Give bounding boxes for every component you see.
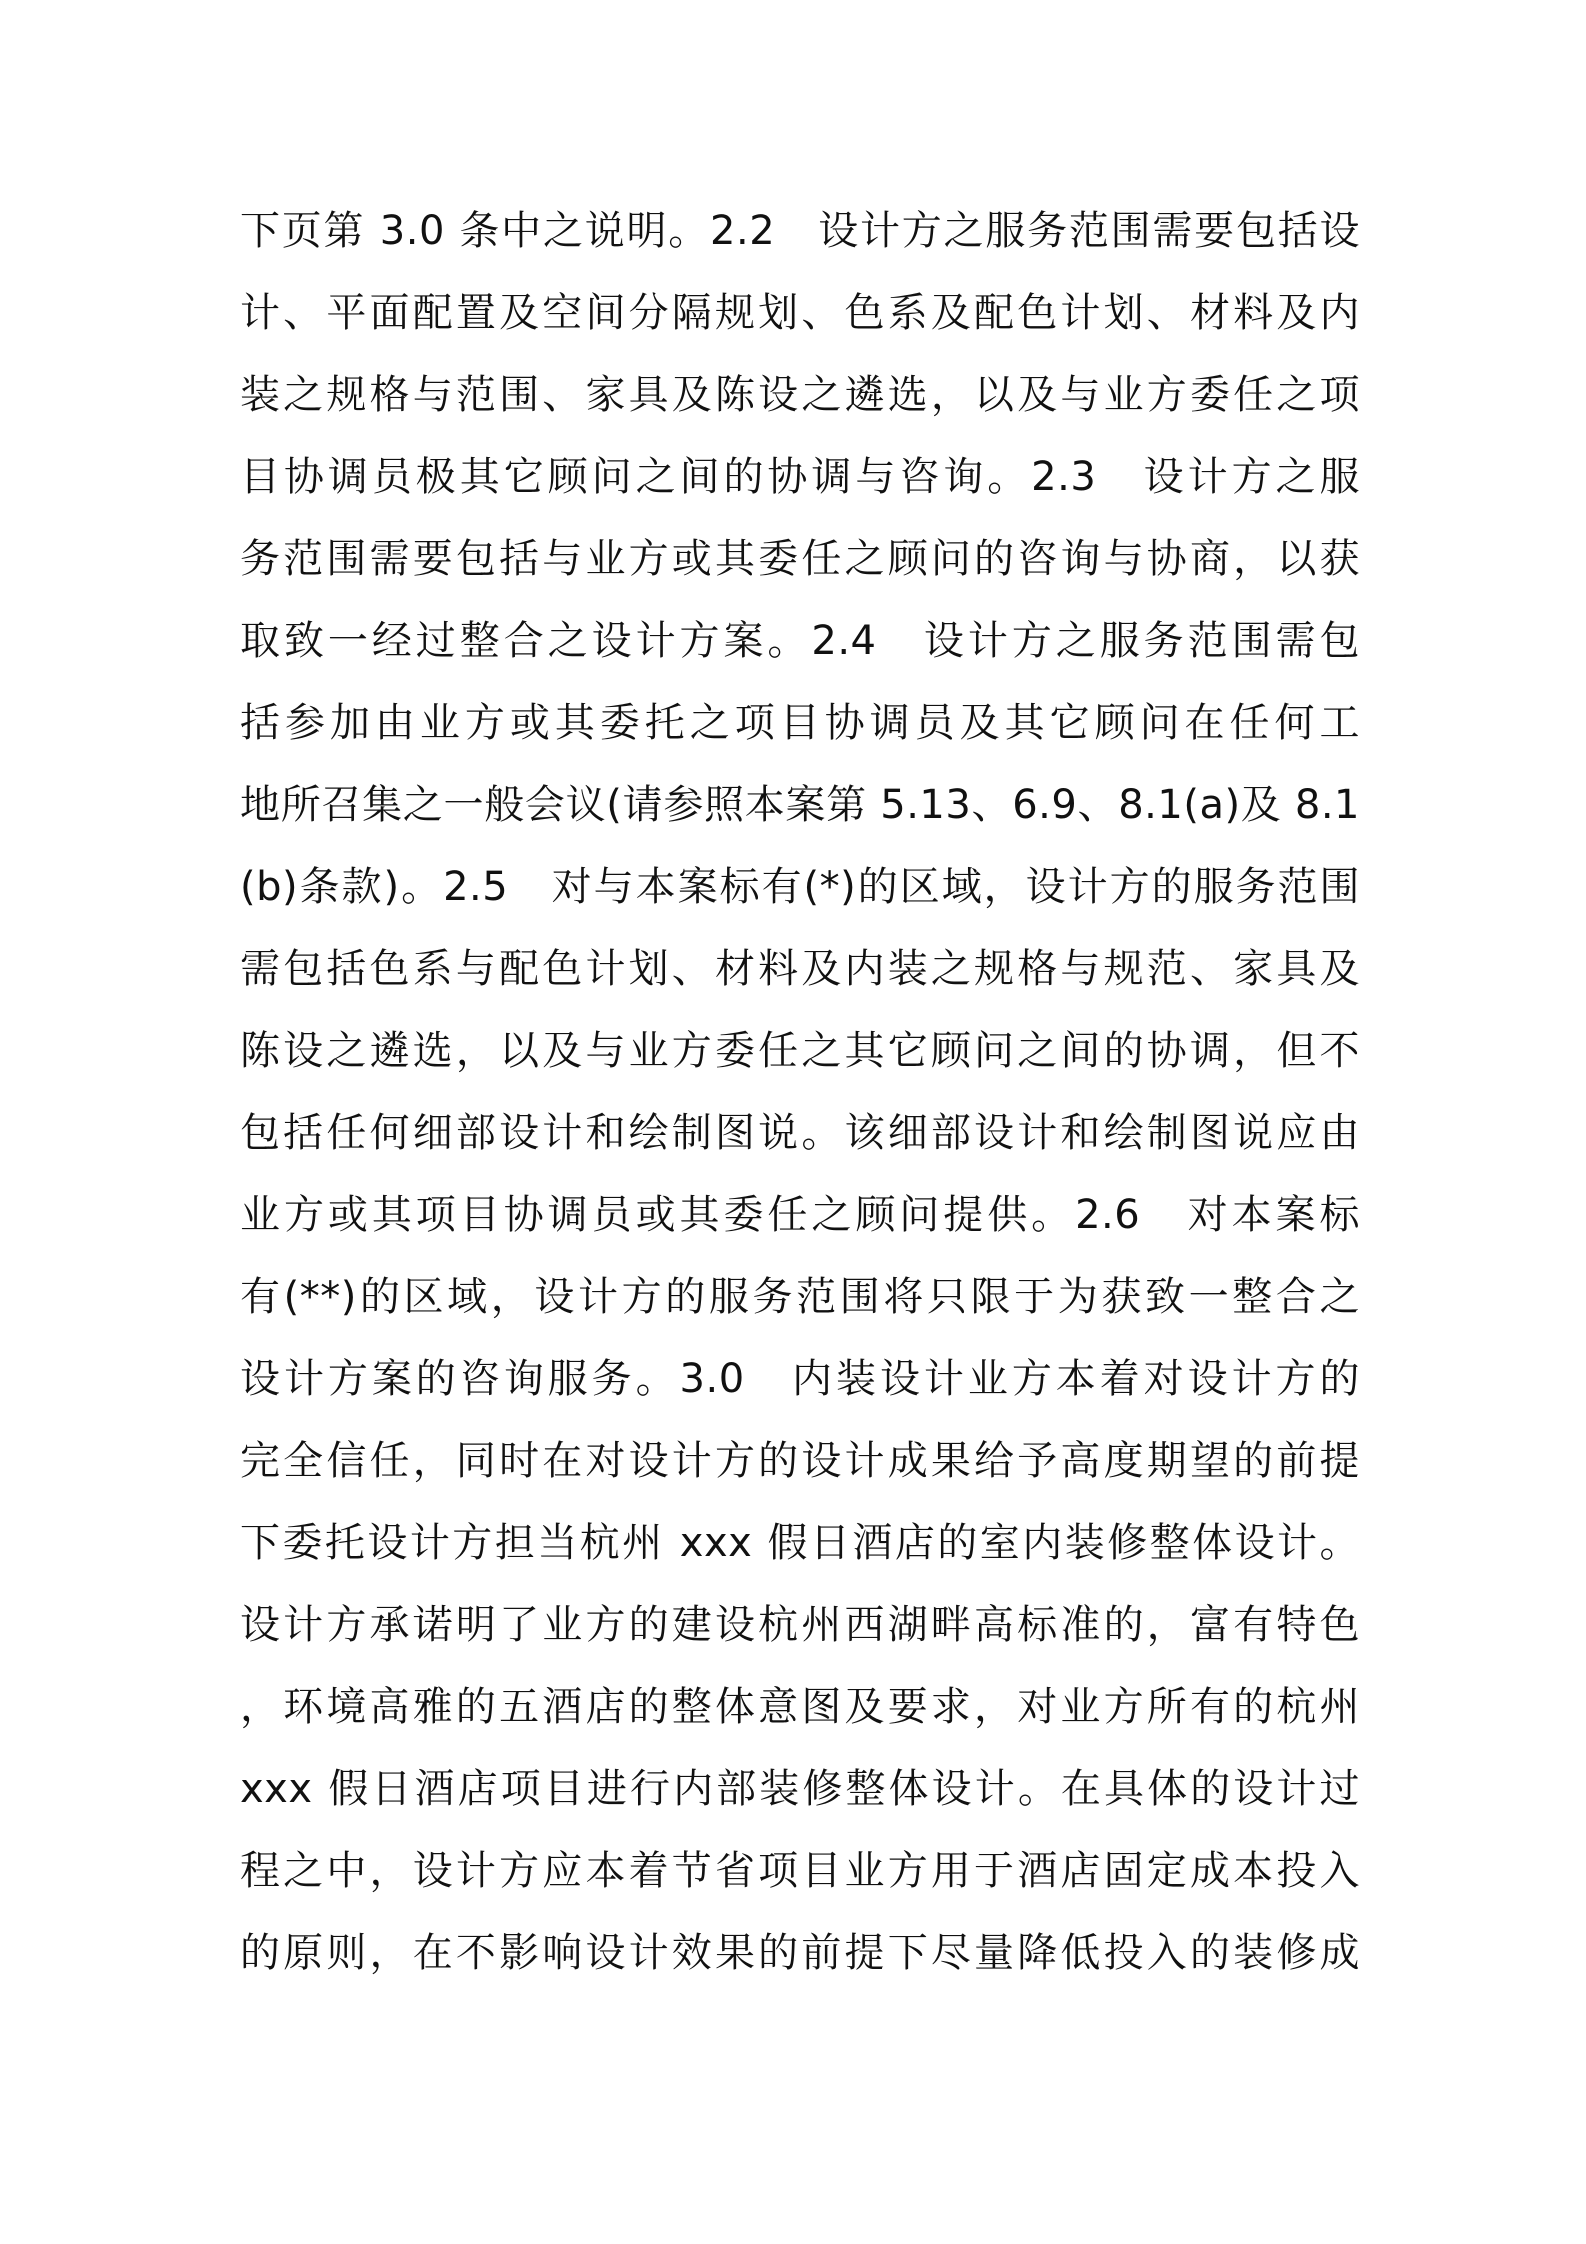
text-line: 需包括色系与配色计划、材料及内装之规格与规范、家具及	[240, 946, 1360, 992]
text-line: ，环境高雅的五酒店的整体意图及要求，对业方所有的杭州	[240, 1684, 1360, 1730]
text-line: 下页第 3.0 条中之说明。2.2 设计方之服务范围需要包括设	[240, 208, 1360, 254]
text-line: 包括任何细部设计和绘制图说。该细部设计和绘制图说应由	[240, 1110, 1360, 1156]
text-line: 程之中，设计方应本着节省项目业方用于酒店固定成本投入	[240, 1848, 1360, 1894]
text-line: 地所召集之一般会议(请参照本案第 5.13、6.9、8.1(a)及 8.1	[240, 782, 1360, 828]
text-line: 设计方承诺明了业方的建设杭州西湖畔高标准的，富有特色	[240, 1602, 1360, 1648]
text-line: 括参加由业方或其委托之项目协调员及其它顾问在任何工	[240, 700, 1360, 746]
body-text	[240, 190, 1360, 1994]
text-line: (b)条款)。2.5 对与本案标有(*)的区域，设计方的服务范围	[240, 864, 1360, 910]
text-line: 完全信任，同时在对设计方的设计成果给予高度期望的前提	[240, 1438, 1360, 1484]
text-line: 下委托设计方担当杭州 xxx 假日酒店的室内装修整体设计。	[240, 1520, 1360, 1566]
text-line: 取致一经过整合之设计方案。2.4 设计方之服务范围需包	[240, 618, 1360, 664]
text-line: 业方或其项目协调员或其委任之顾问提供。2.6 对本案标	[240, 1192, 1360, 1238]
text-line: 务范围需要包括与业方或其委任之顾问的咨询与协商，以获	[240, 536, 1360, 582]
text-line: 有(**)的区域，设计方的服务范围将只限于为获致一整合之	[240, 1274, 1360, 1320]
text-line: 的原则，在不影响设计效果的前提下尽量降低投入的装修成	[240, 1930, 1360, 1976]
text-line: 目协调员极其它顾问之间的协调与咨询。2.3 设计方之服	[240, 454, 1360, 500]
text-line: 陈设之遴选，以及与业方委任之其它顾问之间的协调，但不	[240, 1028, 1360, 1074]
text-line: xxx 假日酒店项目进行内部装修整体设计。在具体的设计过	[240, 1766, 1360, 1812]
text-line: 装之规格与范围、家具及陈设之遴选，以及与业方委任之项	[240, 372, 1360, 418]
text-line: 计、平面配置及空间分隔规划、色系及配色计划、材料及内	[240, 290, 1360, 336]
text-line: 设计方案的咨询服务。3.0 内装设计业方本着对设计方的	[240, 1356, 1360, 1402]
